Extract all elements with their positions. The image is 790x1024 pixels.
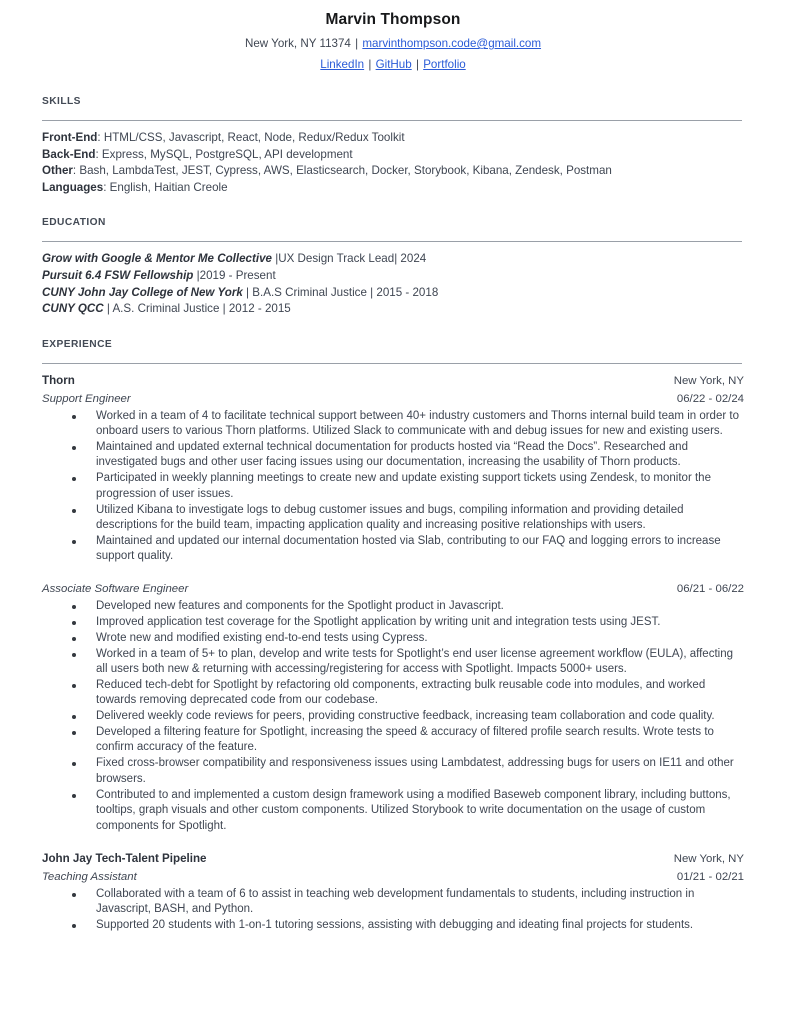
portfolio-link[interactable]: Portfolio — [423, 58, 466, 71]
contact-line-primary — [42, 34, 744, 54]
skill-label: Languages — [42, 180, 104, 194]
experience-company: Thorn — [42, 373, 75, 387]
education-row — [42, 285, 744, 302]
education-row — [42, 268, 744, 285]
list-item: Supported 20 students with 1-on-1 tutoring sessions, assisting with debugging and ideating final projects for students. — [42, 918, 744, 933]
experience-role: Support Engineer — [42, 392, 131, 405]
section-divider-education — [42, 241, 742, 242]
section-heading-skills: SKILLS — [42, 96, 81, 107]
education-school: Grow with Google & Mentor Me Collective — [42, 252, 272, 266]
experience-bullets — [42, 599, 744, 834]
skill-row — [42, 180, 744, 197]
list-item: Developed new features and components for the Spotlight product in Javascript. — [42, 599, 744, 614]
education-school: CUNY QCC — [42, 302, 104, 316]
skill-value: : Bash, LambdaTest, JEST, Cypress, AWS, Elasticsearch, Docker, Storybook, Kibana, Zendesk, Postman — [72, 164, 612, 178]
education-row — [42, 251, 744, 268]
list-item: Maintained and updated our internal documentation hosted via Slab, contributing to our FAQ and logging errors to increase support quality. — [42, 534, 744, 565]
section-divider-skills — [42, 120, 742, 121]
experience-company-row — [42, 372, 744, 390]
section-divider-experience — [42, 363, 742, 364]
experience-bullets — [42, 409, 744, 565]
education-detail: | A.S. Criminal Justice | 2012 - 2015 — [103, 302, 291, 316]
experience-entry — [42, 850, 744, 934]
experience-role: Associate Software Engineer — [42, 582, 189, 595]
education-list — [42, 251, 744, 317]
link-separator-2: | — [415, 58, 419, 71]
experience-location: New York, NY — [673, 374, 744, 387]
page-title: Marvin Thompson — [325, 11, 461, 28]
experience-bullets — [42, 887, 744, 934]
list-item: Utilized Kibana to investigate logs to debug customer issues and bugs, compiling information and providing detailed descriptions for the build team, impacting application quality and increasing positive relationships with users. — [42, 503, 744, 534]
experience-list — [42, 372, 744, 934]
list-item: Reduced tech-debt for Spotlight by refactoring old components, extracting bulk reusable code into modules, and worked towards removing deprecated code from our codebase. — [42, 678, 744, 709]
education-school: Pursuit 6.4 FSW Fellowship — [42, 268, 194, 282]
github-link[interactable]: GitHub — [375, 58, 412, 71]
section-experience — [42, 338, 744, 934]
skill-value: : HTML/CSS, Javascript, React, Node, Redux/Redux Toolkit — [97, 131, 405, 144]
list-item: Developed a filtering feature for Spotlight, increasing the speed & accuracy of filtered profile search results. Wrote tests to confirm accuracy of the feature. — [42, 725, 744, 756]
list-item: Worked in a team of 4 to facilitate technical support between 40+ industry customers and Thorns internal build team in order to onboard users to various Thorn platforms. Utilized Slack to communicate with and debug issues for new and existing users. — [42, 409, 744, 440]
experience-role-row — [42, 391, 744, 408]
email-link[interactable]: marvinthompson.code@gmail.com — [362, 37, 542, 50]
resume-header — [42, 10, 744, 75]
experience-role: Teaching Assistant — [42, 870, 137, 883]
linkedin-link[interactable]: LinkedIn — [320, 58, 365, 71]
skill-row — [42, 147, 744, 164]
contact-line-links — [42, 55, 744, 75]
experience-role-row — [42, 869, 744, 886]
education-detail: | B.A.S Criminal Justice | 2015 - 2018 — [242, 285, 439, 299]
skill-row — [42, 163, 744, 180]
list-item: Improved application test coverage for the Spotlight application by writing unit and integration tests using JEST. — [42, 615, 744, 630]
list-item: Wrote new and modified existing end-to-end tests using Cypress. — [42, 631, 744, 646]
list-item: Worked in a team of 5+ to plan, develop and write tests for Spotlight’s end user license agreement workflow (EULA), affecting all users both new & returning with accessing/registering for access with Spotlight. Impacts 5000+ users. — [42, 647, 744, 678]
experience-company: John Jay Tech-Talent Pipeline — [42, 851, 207, 865]
contact-separator: | — [355, 37, 359, 50]
list-item: Fixed cross-browser compatibility and responsiveness issues using Lambdatest, addressing bugs for users on IE11 and other browsers. — [42, 756, 744, 787]
experience-entry — [42, 372, 744, 565]
link-separator-1: | — [368, 58, 372, 71]
list-item: Maintained and updated external technical documentation for products hosted via “Read the Docs”. Researched and investigated bugs and other user facing issues using our documentation, increasing the usability of Thorn products. — [42, 440, 744, 471]
skills-list — [42, 130, 744, 196]
list-item: Participated in weekly planning meetings to create new and update existing support tickets using Zendesk, to monitor the progression of user issues. — [42, 471, 744, 502]
education-detail: |UX Design Track Lead| 2024 — [271, 252, 427, 266]
education-row — [42, 301, 744, 318]
section-skills — [42, 95, 744, 196]
list-item: Delivered weekly code reviews for peers, providing constructive feedback, increasing team collaboration and code quality. — [42, 709, 744, 724]
experience-company-row — [42, 850, 744, 868]
experience-dates: 06/21 - 06/22 — [676, 582, 744, 595]
section-education — [42, 216, 744, 317]
experience-entry — [42, 581, 744, 834]
list-item: Contributed to and implemented a custom design framework using a modified Baseweb component library, including buttons, tooltips, graph visuals and other custom components. Utilized Storybook to write documentation on the usage of custom components for Spotlight. — [42, 788, 744, 834]
section-heading-experience: EXPERIENCE — [42, 338, 113, 350]
skill-value: : English, Haitian Creole — [103, 180, 228, 194]
experience-role-row — [42, 581, 744, 598]
education-detail: |2019 - Present — [193, 268, 276, 282]
skill-row — [42, 130, 744, 147]
experience-dates: 01/21 - 02/21 — [676, 870, 744, 883]
experience-location: New York, NY — [673, 852, 744, 865]
contact-location: New York, NY 11374 — [244, 37, 351, 50]
education-school: CUNY John Jay College of New York — [42, 285, 243, 299]
section-heading-education: EDUCATION — [42, 217, 106, 229]
list-item: Collaborated with a team of 6 to assist in teaching web development fundamentals to students, including instruction in Javascript, BASH, and Python. — [42, 887, 744, 918]
skill-label: Front-End — [42, 131, 98, 144]
skill-value: : Express, MySQL, PostgreSQL, API development — [95, 147, 353, 161]
experience-dates: 06/22 - 02/24 — [676, 392, 744, 405]
skill-label: Other — [42, 164, 73, 178]
skill-label: Back-End — [42, 147, 96, 161]
